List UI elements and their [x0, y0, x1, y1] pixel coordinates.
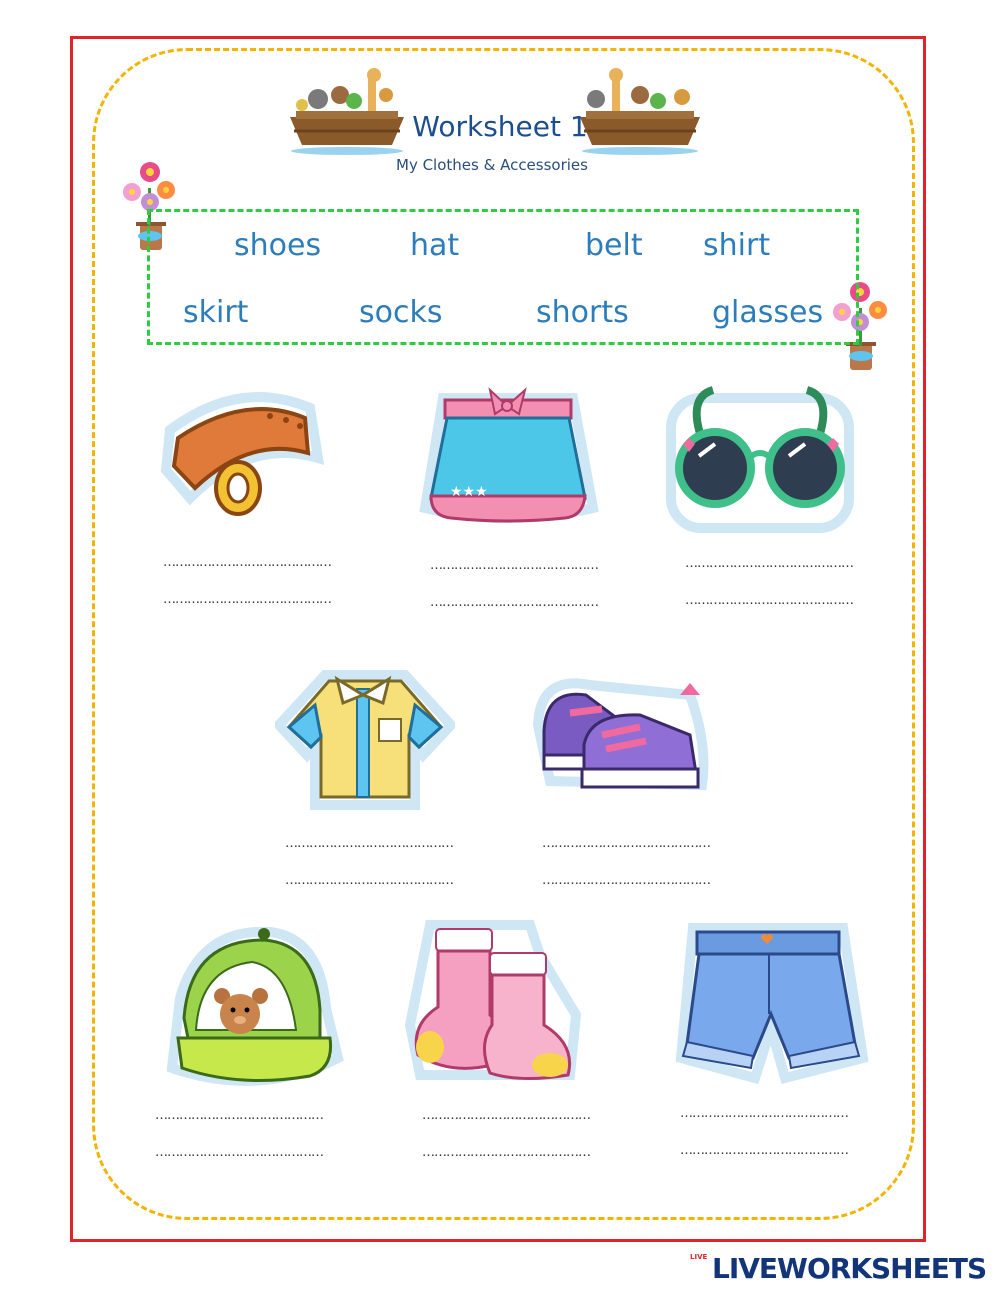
answer-line[interactable]: …………………………………… — [685, 556, 853, 571]
worksheet-subtitle: My Clothes & Accessories — [396, 156, 588, 174]
answer-line[interactable]: …………………………………… — [155, 1145, 323, 1160]
answer-line[interactable]: …………………………………… — [430, 558, 598, 573]
word-bank-item: belt — [585, 228, 643, 263]
answer-line[interactable]: …………………………………… — [680, 1106, 848, 1121]
answer-line[interactable]: …………………………………… — [285, 873, 453, 888]
shoes-picture — [530, 655, 710, 810]
answer-line[interactable]: …………………………………… — [422, 1145, 590, 1160]
answer-line[interactable]: …………………………………… — [285, 836, 453, 851]
logo-text: LIVEWORKSHEETS — [712, 1252, 987, 1285]
hat-picture — [160, 918, 345, 1098]
shorts-picture — [675, 918, 870, 1090]
worksheet-title: Worksheet 1 — [412, 110, 588, 143]
belt-picture — [150, 378, 330, 543]
word-bank-item: hat — [410, 228, 460, 263]
answer-line[interactable]: …………………………………… — [422, 1108, 590, 1123]
liveworksheets-logo — [690, 1252, 995, 1286]
socks-picture — [400, 915, 585, 1095]
svg-text:★★★: ★★★ — [450, 484, 488, 500]
skirt-picture — [415, 378, 600, 538]
answer-line[interactable]: …………………………………… — [163, 592, 331, 607]
logo-live-mark: LIVE — [690, 1254, 706, 1284]
word-bank-item: skirt — [183, 295, 249, 330]
word-bank-item: shirt — [703, 228, 771, 263]
word-bank-item: shorts — [536, 295, 629, 330]
answer-line[interactable]: …………………………………… — [542, 873, 710, 888]
answer-line[interactable]: …………………………………… — [685, 593, 853, 608]
shirt-picture — [275, 655, 455, 815]
word-bank-item: glasses — [712, 295, 824, 330]
word-bank-item: shoes — [234, 228, 322, 263]
answer-line[interactable]: …………………………………… — [163, 555, 331, 570]
answer-line[interactable]: …………………………………… — [430, 595, 598, 610]
answer-line[interactable]: …………………………………… — [542, 836, 710, 851]
glasses-picture — [665, 378, 855, 538]
answer-line[interactable]: …………………………………… — [680, 1143, 848, 1158]
word-bank-item: socks — [359, 295, 443, 330]
answer-line[interactable]: …………………………………… — [155, 1108, 323, 1123]
